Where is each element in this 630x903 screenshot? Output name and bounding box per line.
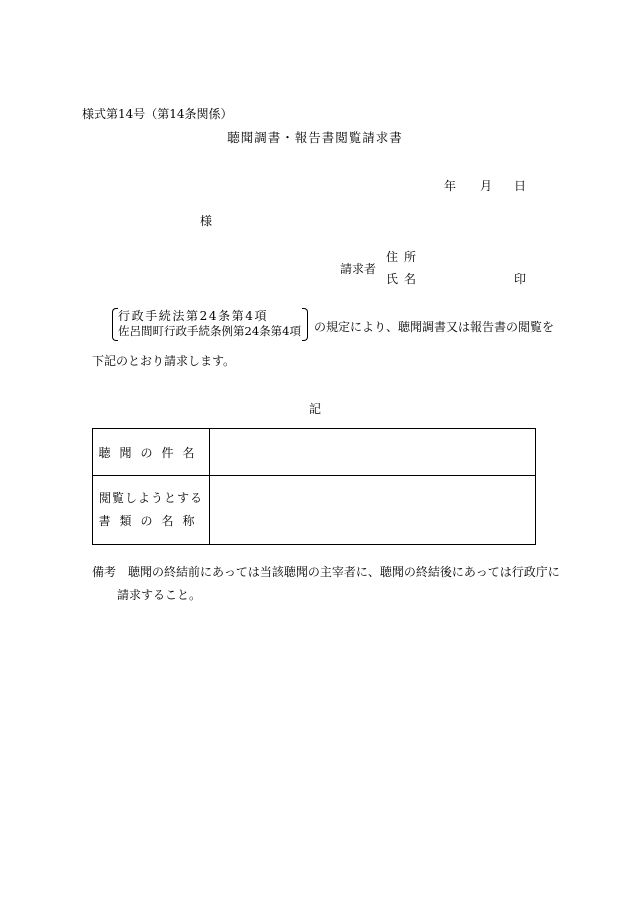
date-month-label: 月 — [480, 179, 493, 193]
remarks-line1: 備考 聴聞の終結前にあっては当該聴聞の主宰者に、聴聞の終結後にあっては行政庁に — [92, 565, 560, 579]
name-label: 氏名 — [386, 272, 423, 286]
bracket-right — [302, 308, 308, 341]
hearing-subject-label-cell — [93, 429, 210, 476]
hearing-subject-label: 聴聞の件名 — [98, 445, 204, 460]
request-table — [92, 428, 536, 545]
date-year-label: 年 — [444, 179, 457, 193]
table-row — [93, 429, 536, 476]
table-row — [93, 476, 536, 545]
body-text-line2: 下記のとおり請求します。 — [92, 354, 236, 368]
addressee-suffix: 様 — [200, 214, 213, 228]
address-label: 住所 — [386, 250, 423, 264]
ki-heading: 記 — [308, 402, 321, 416]
requester-label: 請求者 — [340, 262, 377, 276]
document-name-label-cell — [93, 476, 210, 545]
remarks-line2: 請求すること。 — [117, 588, 202, 602]
seal-label: 印 — [514, 272, 527, 286]
document-name-label-line1: 閲覧しようとする — [98, 491, 203, 505]
law-reference-line1: 行政手続法第24条第4項 — [118, 309, 269, 323]
body-text-tail: の規定により、聴聞調書又は報告書の閲覧を — [314, 320, 555, 334]
document-name-label-line2: 書類の名称 — [98, 514, 204, 528]
law-reference-bracket — [112, 307, 308, 341]
law-reference-line2: 佐呂間町行政手続条例第24条第4項 — [118, 324, 301, 338]
document-name-field[interactable] — [210, 476, 536, 545]
date-day-label: 日 — [514, 179, 527, 193]
hearing-subject-field[interactable] — [210, 429, 536, 476]
form-number: 様式第14号（第14条関係） — [82, 107, 233, 121]
page-title: 聴聞調書・報告書閲覧請求書 — [227, 130, 403, 145]
